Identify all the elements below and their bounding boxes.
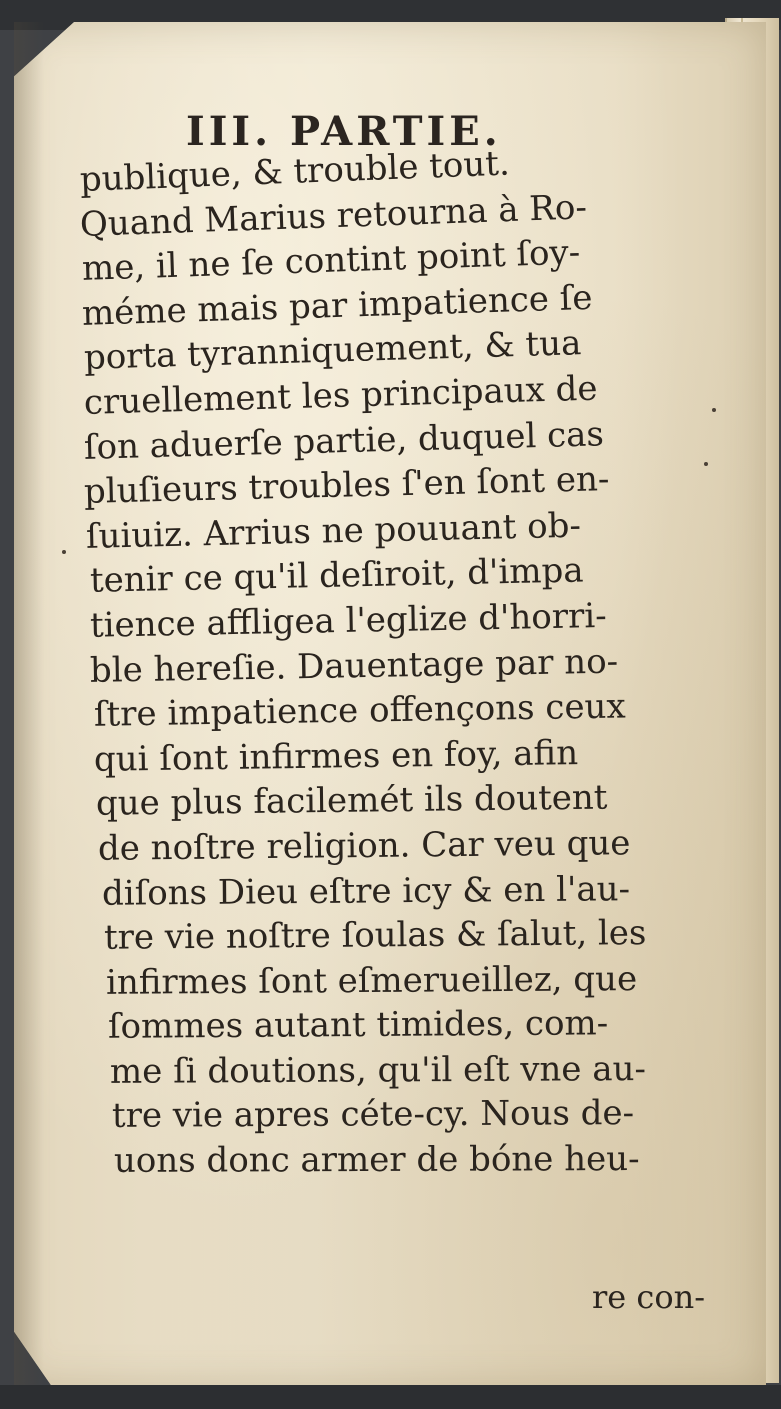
text-line: de noſtre religion. Car veu que — [97, 823, 631, 869]
text-line: porta tyranniquement, & tua — [83, 323, 582, 379]
text-line: diſons Dieu eſtre icy & en l'au- — [101, 868, 631, 914]
ink-speck — [704, 462, 708, 466]
text-line: tenir ce qu'il deſiroit, d'impa — [89, 550, 584, 602]
text-line: méme mais par impatience ſe — [81, 277, 594, 334]
text-line: tre vie noſtre ſoulas & ſalut, les — [103, 913, 647, 958]
ink-speck — [712, 408, 716, 412]
catchword: re con- — [592, 1278, 706, 1316]
text-line: ſon aduerſe partie, duquel cas — [83, 413, 605, 468]
body-text — [79, 143, 720, 1184]
text-line: ſtre impatience offençons ceux — [93, 686, 626, 735]
text-line: infirmes ſont eſmerueillez, que — [105, 958, 638, 1003]
text-line: uons donc armer de bóne heu- — [113, 1139, 640, 1181]
scanner-board-bottom — [0, 1385, 781, 1409]
text-line: cruellement les principaux de — [83, 368, 599, 423]
text-line: tience affligea l'eglize d'horri- — [89, 595, 607, 646]
text-line: ſommes autant timides, com- — [107, 1003, 609, 1048]
text-line: ble hereſie. Dauentage par no- — [89, 641, 619, 691]
text-line: publique, & trouble tout. — [79, 143, 511, 200]
text-line: me ſi doutions, qu'il eſt vne au- — [109, 1048, 647, 1092]
text-line: Quand Marius retourna à Ro- — [79, 186, 588, 245]
text-line: me, il ne ſe contint point ſoy- — [81, 232, 581, 290]
text-line: que plus facilemét ils doutent — [95, 777, 608, 825]
ink-speck — [62, 550, 66, 554]
text-line: ſuiuiz. Arrius ne pouuant ob- — [85, 505, 582, 557]
text-line: tre vie apres céte-cy. Nous de- — [111, 1093, 635, 1137]
running-header: III. PARTIE. — [186, 108, 502, 155]
text-line: qui ſont infirmes en foy, afin — [93, 732, 579, 780]
text-line: pluſieurs troubles ſ'en ſont en- — [83, 459, 610, 513]
